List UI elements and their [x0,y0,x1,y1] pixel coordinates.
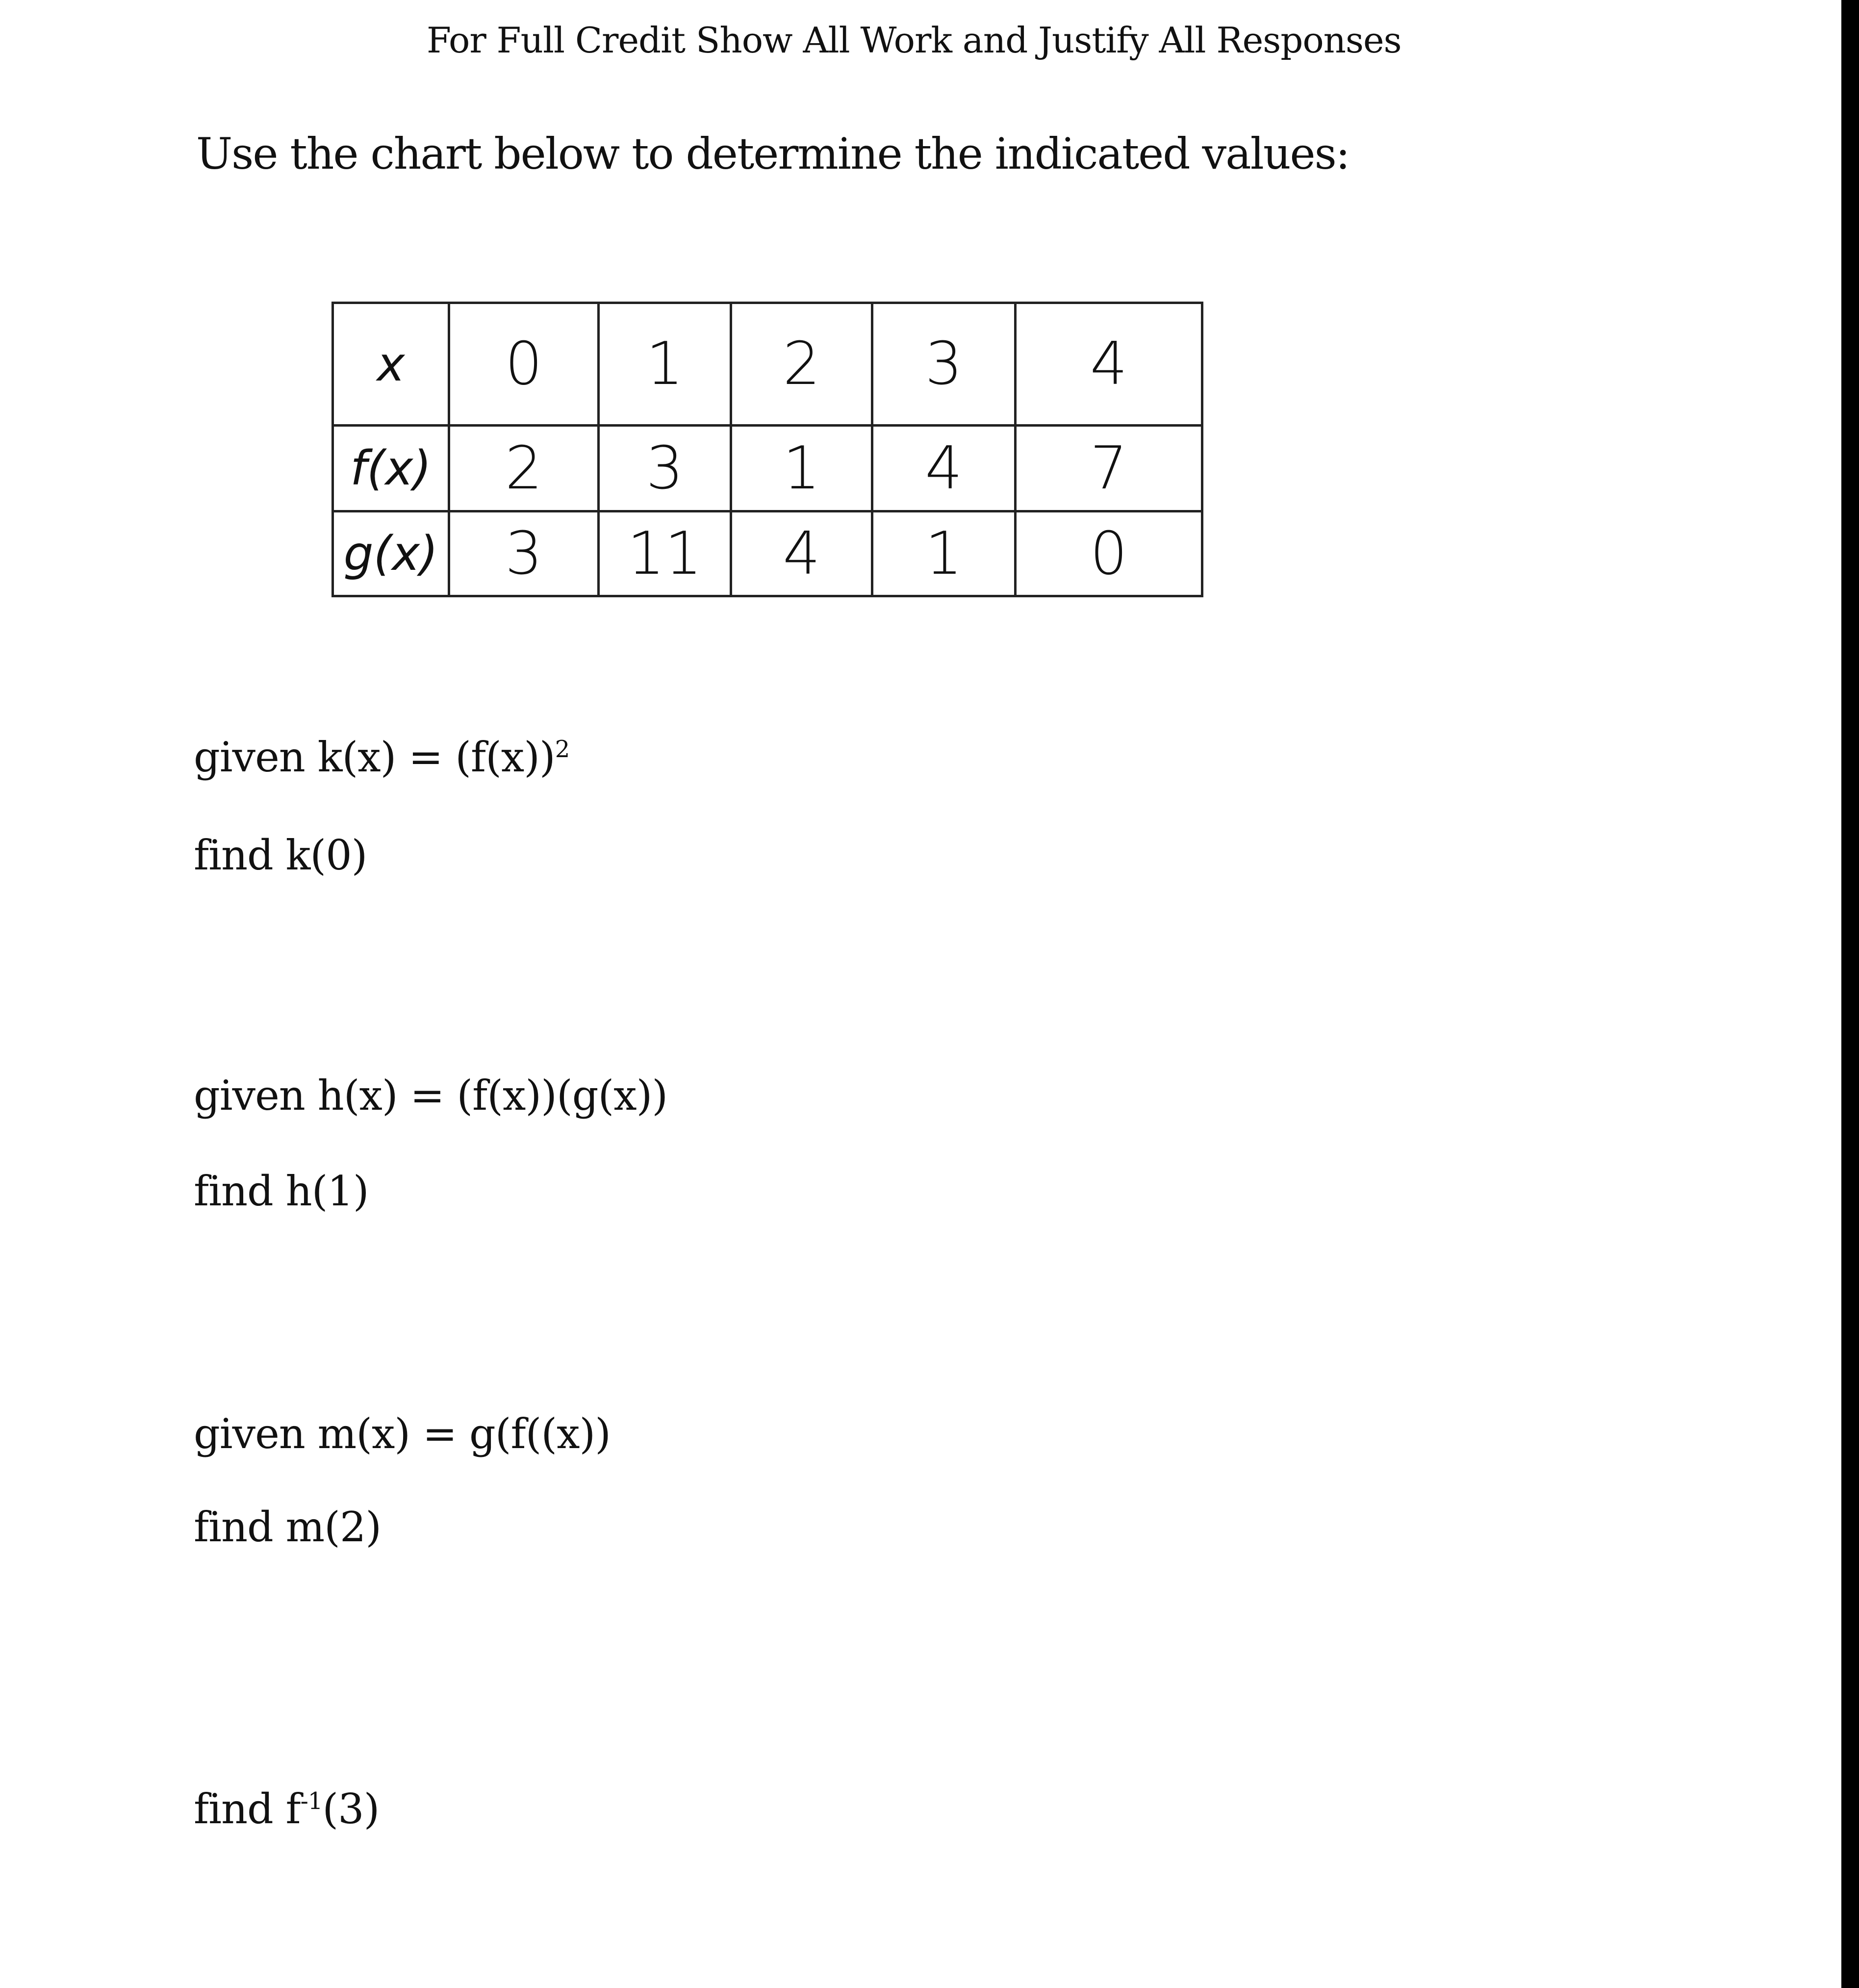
header-instruction: For Full Credit Show All Work and Justify All Responses [427,20,1401,61]
question-1-find: find k(0) [194,831,367,879]
question-4-find [194,1785,379,1833]
table-cell: 1 [872,511,1016,596]
table-cell: 3 [449,511,599,596]
table-cell: 1 [599,303,731,426]
table-cell: 0 [449,303,599,426]
table-cell: 2 [449,426,599,511]
exponent: -1 [300,1787,323,1815]
table-cell: 3 [872,303,1016,426]
table-cell: 3 [599,426,731,511]
question-1-given-text: given k(x) = (f(x)) [194,733,555,781]
table-cell: 11 [599,511,731,596]
table-cell: 2 [731,303,872,426]
table-row-x [333,303,1202,426]
question-4-find-suffix: (3) [322,1785,380,1833]
table-cell: g(x) [333,511,449,596]
table-cell: 4 [872,426,1016,511]
question-2-find: find h(1) [194,1167,369,1215]
table-row-g [333,511,1202,596]
table-cell: 1 [731,426,872,511]
question-3-given: given m(x) = g(f((x)) [194,1410,611,1458]
table-cell: 4 [731,511,872,596]
instructions-text: Use the chart below to determine the indicated values: [196,128,1350,179]
page-right-border [1841,0,1859,1988]
question-3-find: find m(2) [194,1503,382,1551]
table-cell: 0 [1016,511,1202,596]
question-2-given: given h(x) = (f(x))(g(x)) [194,1071,668,1120]
function-values-table [331,302,1203,597]
table-cell: x [333,303,449,426]
question-4-find-prefix: find f [194,1785,301,1833]
question-1-given [194,733,569,781]
table-cell: 4 [1016,303,1202,426]
table-row-f [333,426,1202,511]
exponent: 2 [555,736,570,763]
table-cell: 7 [1016,426,1202,511]
table-cell: f(x) [333,426,449,511]
